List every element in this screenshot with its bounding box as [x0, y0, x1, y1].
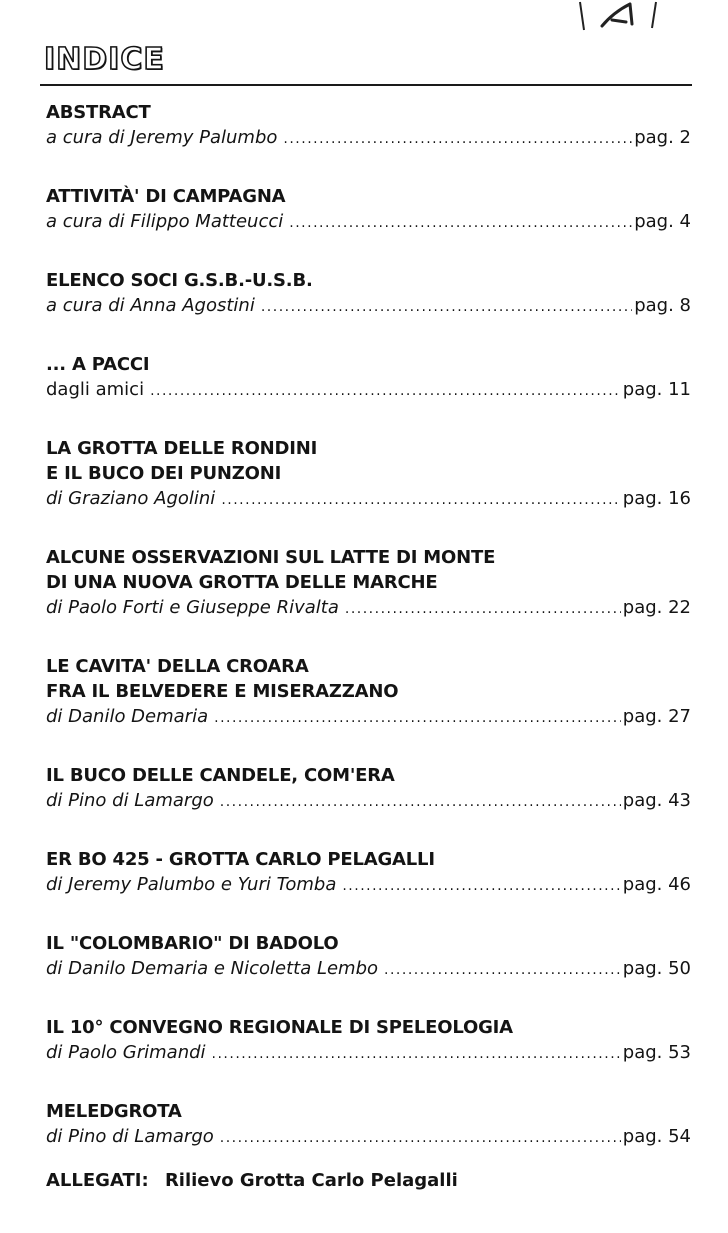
title-divider [40, 84, 692, 86]
toc-entry-author: di Paolo Grimandi [46, 1042, 206, 1063]
toc-entry-title: IL 10° CONVEGNO REGIONALE DI SPELEOLOGIA [46, 1017, 513, 1038]
dot-leader [283, 127, 632, 152]
toc-entry [46, 100, 691, 152]
toc-entry [46, 654, 691, 731]
toc-entry-author: di Pino di Lamargo [46, 790, 214, 811]
toc-entry-byline [46, 293, 691, 320]
toc-entry-page: pag. 50 [622, 958, 691, 979]
toc-entry-page: pag. 16 [622, 488, 691, 509]
page-title: INDICE [44, 42, 165, 77]
toc-entry [46, 184, 691, 236]
toc-entry-title: DI UNA NUOVA GROTTA DELLE MARCHE [46, 572, 438, 593]
toc-entry-byline [46, 1040, 691, 1067]
toc-entry-title: ELENCO SOCI G.S.B.-U.S.B. [46, 270, 313, 291]
toc-entry-page: pag. 4 [634, 211, 691, 232]
toc-entry-title: FRA IL BELVEDERE E MISERAZZANO [46, 681, 399, 702]
toc-entry-author: a cura di Filippo Matteucci [46, 211, 284, 232]
toc-entry-title: ATTIVITÀ' DI CAMPAGNA [46, 186, 286, 207]
toc-entry-page: pag. 8 [634, 295, 691, 316]
toc-entry-page: pag. 43 [622, 790, 691, 811]
toc-entry-byline [46, 1124, 691, 1151]
toc-entry [46, 352, 691, 404]
dot-leader [150, 379, 621, 404]
toc-entry-byline [46, 209, 691, 236]
toc-entry-page: pag. 53 [622, 1042, 691, 1063]
toc-entry-byline [46, 704, 691, 731]
toc-entry-title: LE CAVITA' DELLA CROARA [46, 656, 309, 677]
toc-entry-author: di Danilo Demaria [46, 706, 209, 727]
toc-entry-page: pag. 2 [634, 127, 691, 148]
toc-entry-byline [46, 595, 691, 622]
toc-entry [46, 1015, 691, 1067]
attachments-text: Rilievo Grotta Carlo Pelagalli [164, 1170, 458, 1191]
toc-entry-page: pag. 54 [622, 1126, 691, 1147]
toc-entry [46, 931, 691, 983]
toc-entry-author: di Jeremy Palumbo e Yuri Tomba [46, 874, 337, 895]
toc-entry-title: MELEDGROTA [46, 1101, 182, 1122]
dot-leader [214, 706, 621, 731]
toc-entry-page: pag. 27 [622, 706, 691, 727]
toc-entry-byline [46, 486, 691, 513]
toc-entry-byline [46, 956, 691, 983]
dot-leader [289, 211, 632, 236]
dot-leader [221, 488, 620, 513]
attachments-label: ALLEGATI: [46, 1170, 149, 1191]
toc-entry-title: LA GROTTA DELLE RONDINI [46, 438, 318, 459]
toc-entry [46, 763, 691, 815]
toc-entry-title: IL "COLOMBARIO" DI BADOLO [46, 933, 339, 954]
dot-leader [261, 295, 632, 320]
toc-entry [46, 1099, 691, 1151]
attachments-line [46, 1170, 458, 1191]
toc-entry-author: di Pino di Lamargo [46, 1126, 214, 1147]
toc-entry-byline [46, 377, 691, 404]
toc-entry-title: ER BO 425 - GROTTA CARLO PELAGALLI [46, 849, 435, 870]
toc-entry-title: IL BUCO DELLE CANDELE, COM'ERA [46, 765, 395, 786]
toc-entry-title: ABSTRACT [46, 102, 151, 123]
dot-leader [220, 1126, 621, 1151]
table-of-contents [46, 100, 691, 1183]
toc-entry-author: di Danilo Demaria e Nicoletta Lembo [46, 958, 379, 979]
toc-entry-author: a cura di Jeremy Palumbo [46, 127, 278, 148]
toc-entry [46, 847, 691, 899]
dot-leader [220, 790, 621, 815]
dot-leader [342, 874, 620, 899]
toc-entry-author: a cura di Anna Agostini [46, 295, 255, 316]
toc-entry [46, 436, 691, 513]
dot-leader [384, 958, 621, 983]
dot-leader [212, 1042, 621, 1067]
toc-entry [46, 268, 691, 320]
toc-entry-author: di Graziano Agolini [46, 488, 216, 509]
toc-entry-page: pag. 22 [622, 597, 691, 618]
dot-leader [345, 597, 621, 622]
toc-entry-page: pag. 11 [622, 379, 691, 400]
toc-entry-title: ALCUNE OSSERVAZIONI SUL LATTE DI MONTE [46, 547, 496, 568]
toc-entry-title: E IL BUCO DEI PUNZONI [46, 463, 282, 484]
toc-entry-title: ... A PACCI [46, 354, 150, 375]
toc-entry-byline [46, 125, 691, 152]
toc-entry-byline [46, 872, 691, 899]
toc-entry-author: di Paolo Forti e Giuseppe Rivalta [46, 597, 339, 618]
handwritten-page-mark [560, 0, 690, 40]
toc-entry-author: dagli amici [46, 379, 145, 400]
toc-entry [46, 545, 691, 622]
toc-entry-byline [46, 788, 691, 815]
toc-entry-page: pag. 46 [622, 874, 691, 895]
